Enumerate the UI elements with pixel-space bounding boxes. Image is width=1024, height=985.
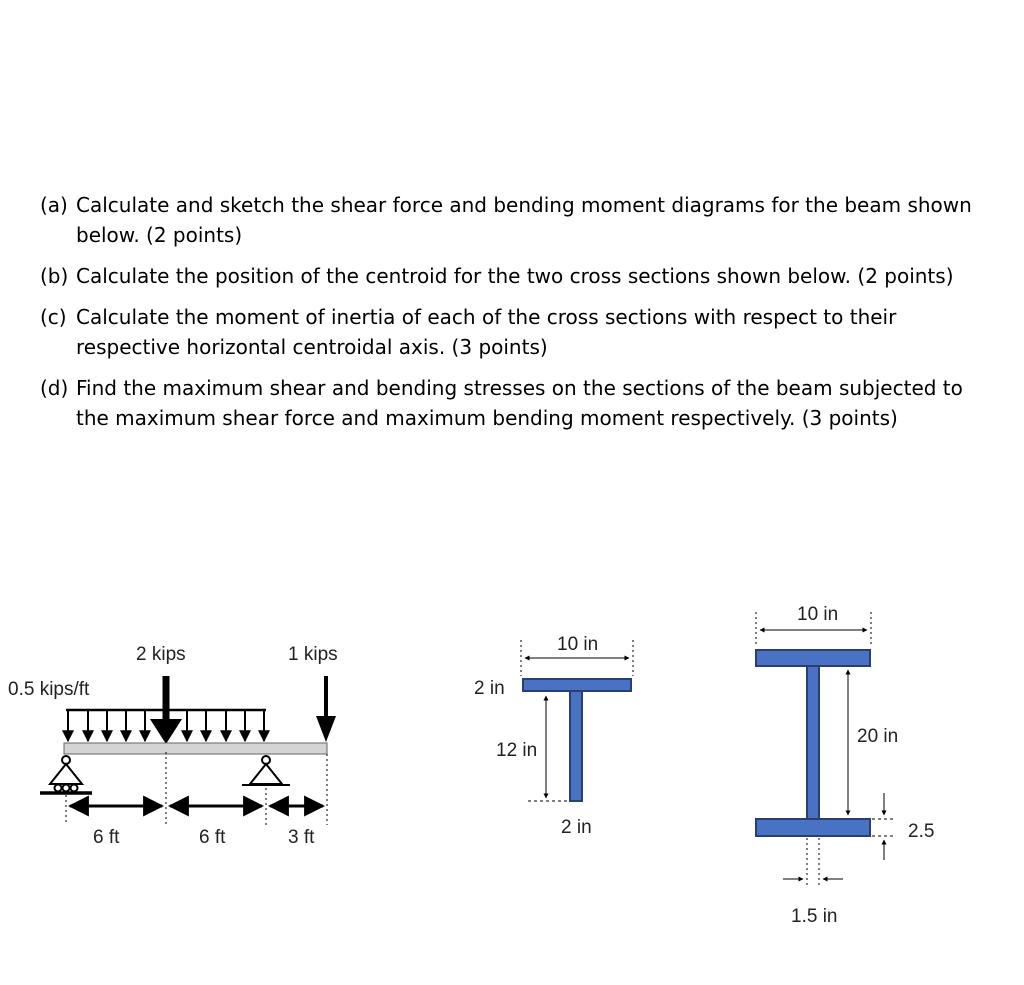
span-1-label: 6 ft — [93, 827, 120, 848]
t-web — [570, 691, 582, 801]
i-flange-width-label: 10 in — [797, 604, 839, 625]
beam-guide-lines — [66, 752, 327, 825]
t-cross-section — [474, 634, 633, 838]
i-flange-thickness-label: 2.5 — [908, 821, 935, 842]
i-cross-section — [756, 604, 934, 927]
t-flange-width-label: 10 in — [557, 634, 599, 655]
i-top-flange — [756, 650, 870, 666]
question-d-text: Find the maximum shear and bending stresses on the sections of the beam subjected to the maximum shear force and maximum bending moment respectively. (3 points) — [76, 376, 963, 430]
t-web-height-label: 12 in — [496, 740, 538, 761]
distributed-load-label: 0.5 kips/ft — [8, 679, 90, 700]
question-b-tag: (b) — [40, 264, 69, 288]
point-load-1kips-label: 1 kips — [288, 644, 338, 665]
roller-support-icon — [40, 756, 92, 793]
t-flange-thickness-label: 2 in — [474, 678, 505, 699]
span-2-label: 6 ft — [199, 827, 226, 848]
t-web-thickness-label: 2 in — [561, 817, 592, 838]
question-a-text: Calculate and sketch the shear force and bending moment diagrams for the beam shown below. (2 points) — [76, 193, 972, 247]
point-load-2kips-label: 2 kips — [136, 644, 186, 665]
question-c-tag: (c) — [40, 305, 67, 329]
i-web-thickness-label: 1.5 in — [791, 906, 838, 927]
question-a-tag: (a) — [40, 193, 68, 217]
beam-diagram — [8, 644, 338, 848]
i-bottom-flange — [756, 819, 870, 836]
question-d-tag: (d) — [40, 376, 69, 400]
question-c-text: Calculate the moment of inertia of each of the cross sections with respect to their respective horizontal centroidal axis. (3 points) — [76, 305, 897, 359]
point-load-1kips-arrow — [316, 676, 336, 742]
question-b-text: Calculate the position of the centroid for the two cross sections shown below. (2 points) — [76, 264, 954, 288]
t-flange — [523, 679, 631, 691]
pin-support-icon — [242, 756, 290, 785]
i-web-height-label: 20 in — [857, 726, 899, 747]
span-3-label: 3 ft — [288, 827, 315, 848]
beam-bar — [64, 743, 327, 754]
i-web — [807, 666, 819, 819]
